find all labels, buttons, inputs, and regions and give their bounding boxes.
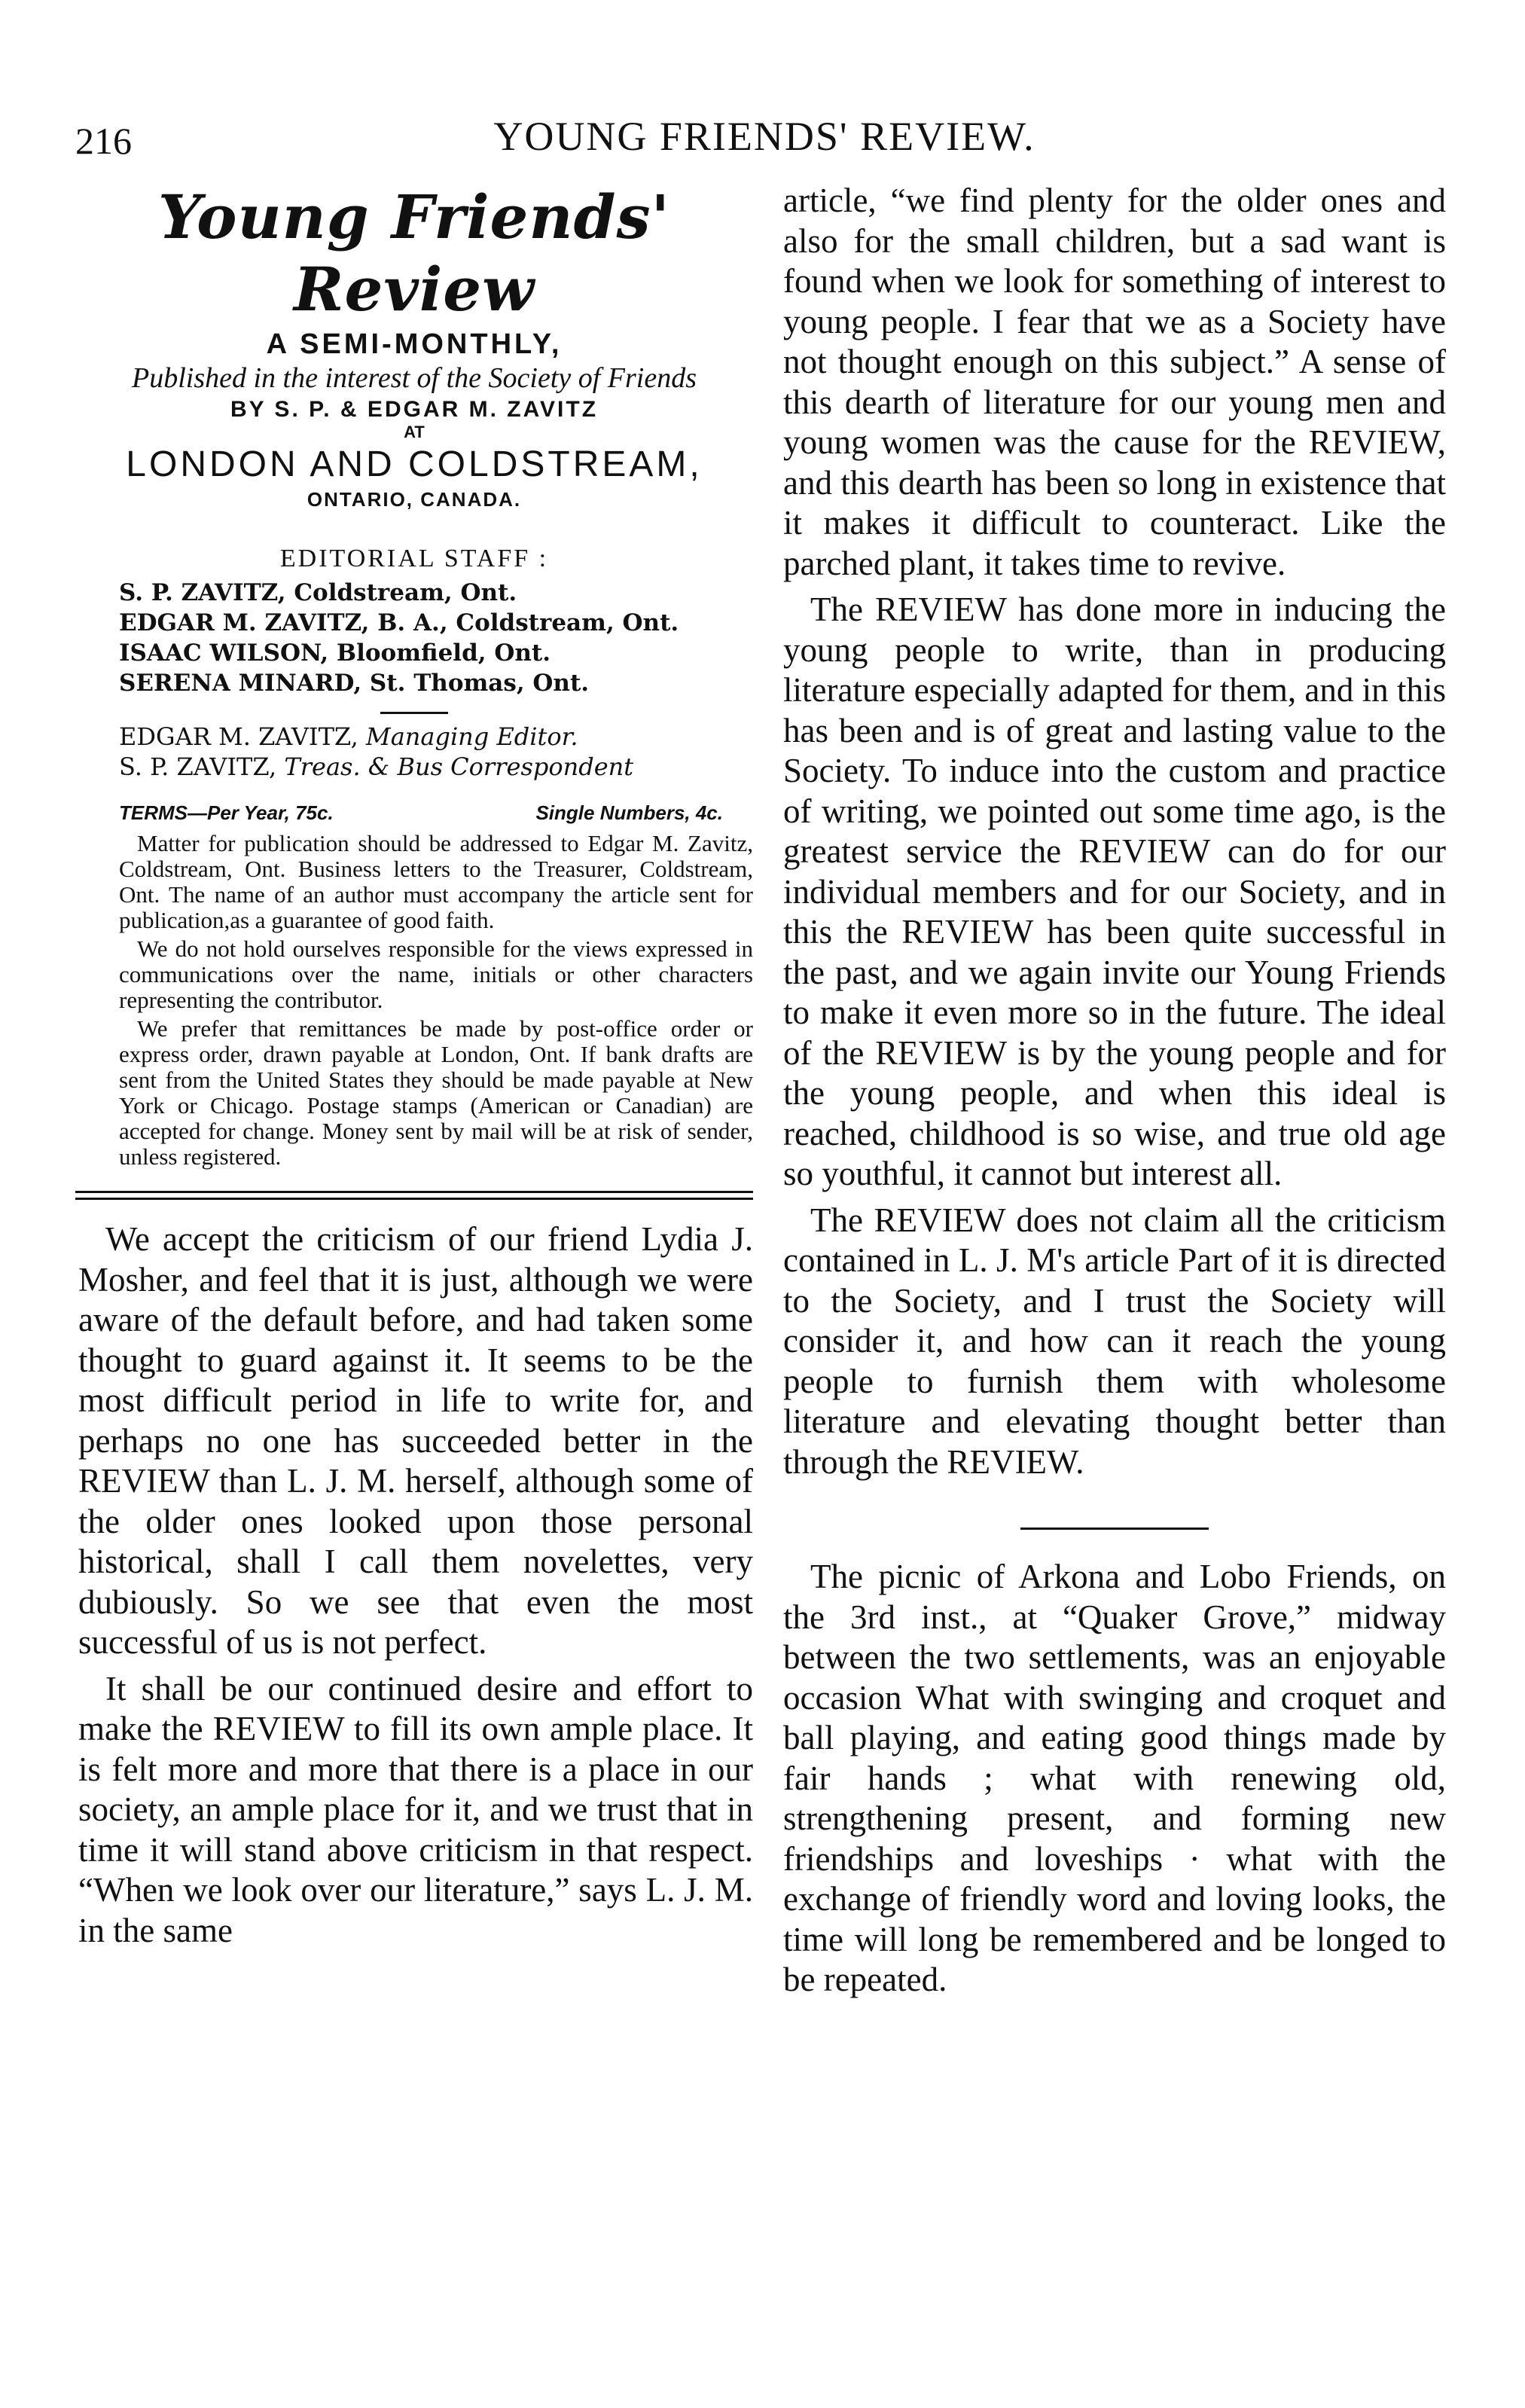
terms-single: Single Numbers, 4c. bbox=[535, 801, 723, 824]
left-column bbox=[75, 181, 753, 1957]
staff-list bbox=[75, 578, 753, 698]
staff-member: SERENA MINARD, St. Thomas, Ont. bbox=[119, 670, 590, 697]
treasurer-line bbox=[75, 752, 753, 782]
notice-paragraph: We prefer that remittances be made by post-office order or express order, drawn payable at London, Ont. If bank drafts are sent from the United States they should be made payable at New York or Chicago. Postage stamps (American or Canadian) are accepted for change. Money sent by mail will be at risk of sender, unless registered. bbox=[119, 1015, 753, 1170]
article-paragraph: The REVIEW has done more in inducing the young people to write, than in producing literature especially adapted for them, and in this has been and is of great and lasting value to the Society. To induce into the custom and practice of writing, we pointed out some time ago, is the greatest service the REVIEW can do for our individual members and for our Society, and in this the REVIEW has been quite successful in the past, and we again invite our Young Friends to make it even more so in the future. The ideal of the REVIEW is by the young people and for the young people, and when this ideal is reached, childhood is so wise, and true old age so youthful, it cannot but interest all. bbox=[783, 591, 1446, 1192]
divider bbox=[1020, 1528, 1209, 1530]
article-paragraph: It shall be our continued desire and effort to make the REVIEW to fill its own ample place. It is felt more and more that there is a place in our society, an ample place for it, and we trust that in time it will stand above criticism in that respect. “When we look over our literature,” says L. J. M. in the same bbox=[78, 1669, 753, 1949]
left-article bbox=[75, 1219, 753, 1951]
treasurer-role: Treas. & Bus Correspondent bbox=[284, 752, 634, 781]
masthead bbox=[75, 181, 753, 511]
terms-per-year: TERMS—Per Year, 75c. bbox=[119, 801, 334, 824]
managing-editor-role: Managing Editor. bbox=[365, 722, 578, 751]
article-paragraph: The REVIEW does not claim all the criticism contained in L. J. M's article Part of it is directed to the Society, and I trust the Society will consider it, and how can it reach the young people to furnish them with wholesome literature and elevating thought better than through the REVIEW. bbox=[783, 1201, 1446, 1481]
staff-member: S. P. ZAVITZ, Coldstream, Ont. bbox=[119, 579, 517, 606]
running-head bbox=[75, 113, 1453, 173]
managing-editor-line bbox=[75, 722, 753, 752]
right-column bbox=[783, 181, 1446, 2007]
masthead-published: Published in the interest of the Society of Friends bbox=[132, 362, 697, 394]
article-paragraph: We accept the criticism of our friend Lydia J. Mosher, and feel that it is just, although we were aware of the default before, and had taken some thought to guard against it. It seems to be the most difficult period in life to write for, and perhaps no one has succeeded better in the REVIEW than L. J. M. herself, although some of the older ones looked upon those personal historical, shall I call them novelettes, very dubiously. So we see that even the most successful of us is not perfect. bbox=[78, 1220, 753, 1661]
right-article bbox=[783, 181, 1446, 1482]
notice-paragraph: Matter for publication should be addressed to Edgar M. Zavitz, Coldstream, Ont. Business letters to the Treasurer, Coldstream, Ont. The name of an author must accompany the article sent for publication,as a guarantee of good faith. bbox=[119, 830, 753, 933]
treasurer-name: S. P. ZAVITZ, bbox=[119, 752, 277, 781]
masthead-place: LONDON AND COLDSTREAM, bbox=[126, 444, 703, 484]
managing-editor-name: EDGAR M. ZAVITZ, bbox=[119, 722, 358, 751]
divider bbox=[380, 712, 448, 714]
masthead-by: BY S. P. & EDGAR M. ZAVITZ bbox=[230, 397, 599, 422]
picnic-article bbox=[783, 1557, 1446, 2001]
staff-heading: EDITORIAL STAFF : bbox=[279, 545, 549, 572]
notice-paragraph: We do not hold ourselves responsible for the views expressed in communications over the name, initials or other characters representing the contributor. bbox=[119, 935, 753, 1013]
article-paragraph: The picnic of Arkona and Lobo Friends, on the 3rd inst., at “Quaker Grove,” midway between the two settlements, was an enjoyable occasion What with swinging and croquet and ball playing, and eating good things made by fair hands ; what with renewing old, strengthening present, and forming new friendships and loveships · what with the exchange of friendly word and loving looks, the time will long be remembered and be longed to be repeated. bbox=[783, 1558, 1446, 1998]
masthead-province: ONTARIO, CANADA. bbox=[307, 488, 522, 511]
masthead-subtitle: A SEMI-MONTHLY, bbox=[266, 328, 563, 360]
publication-notices bbox=[75, 831, 753, 1170]
staff-member: ISAAC WILSON, Bloomfield, Ont. bbox=[119, 639, 551, 667]
masthead-title: Young Friends' Review bbox=[157, 182, 671, 325]
running-title: YOUNG FRIENDS' REVIEW. bbox=[493, 114, 1035, 159]
staff-member: EDGAR M. ZAVITZ, B. A., Coldstream, Ont. bbox=[119, 609, 679, 636]
double-divider bbox=[75, 1191, 753, 1200]
article-paragraph: article, “we find plenty for the older ones and also for the small children, but a sad want is found when we look for something of interest to young people. I fear that we as a Society have not thought enough on this subject.” A sense of this dearth of literature for our young men and young women was the cause for the REVIEW, and this dearth has been so long in existence that it makes it difficult to counteract. Like the parched plant, it takes time to revive. bbox=[783, 182, 1446, 582]
masthead-at: AT bbox=[404, 423, 425, 441]
terms-line bbox=[75, 801, 753, 825]
page-number: 216 bbox=[75, 120, 132, 162]
